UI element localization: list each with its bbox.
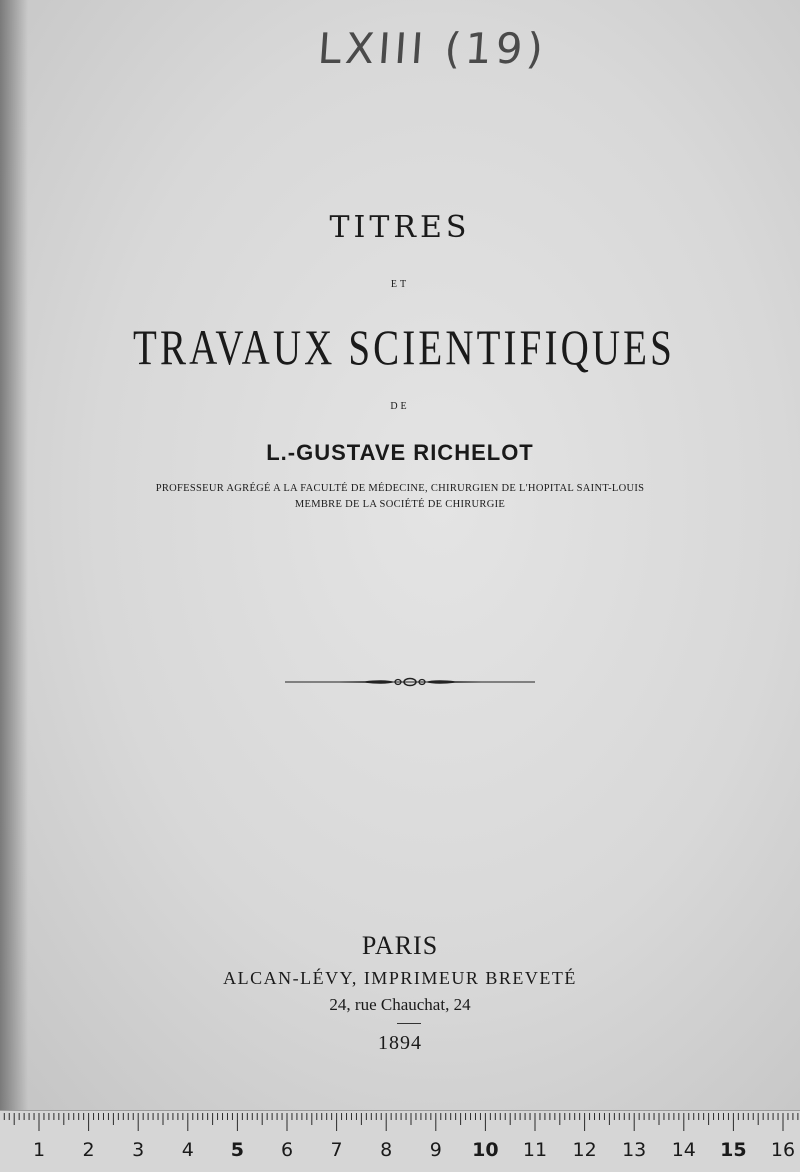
ruler-number: 6 (280, 1139, 294, 1161)
publisher-printer: ALCAN-LÉVY, IMPRIMEUR BREVETÉ (223, 968, 577, 988)
author-description-line-1: PROFESSEUR AGRÉGÉ A LA FACULTÉ DE MÉDECINE, CHIRURGIEN DE L'HOPITAL SAINT-LOUIS (155, 483, 645, 494)
handwritten-shelfmark: LXIII (19) (316, 24, 549, 73)
measurement-ruler (0, 1110, 800, 1172)
ruler-number: 10 (472, 1139, 499, 1161)
ruler-number: 7 (330, 1139, 343, 1161)
ruler-number: 11 (522, 1139, 548, 1161)
author-name: L.-GUSTAVE RICHELOT (266, 440, 534, 465)
conjunction-et: ET (390, 279, 410, 290)
title-titres: TITRES (329, 210, 471, 245)
publisher-rule (397, 1023, 421, 1024)
ruler-number: 13 (622, 1139, 647, 1161)
ruler-number: 16 (770, 1139, 796, 1161)
ruler-number: 1 (32, 1139, 46, 1161)
ruler-number: 3 (132, 1139, 145, 1161)
ruler-number: 14 (671, 1139, 696, 1161)
ornamental-rule (285, 674, 535, 690)
ruler-number: 8 (380, 1139, 393, 1161)
ruler-number: 4 (181, 1139, 194, 1161)
preposition-de: DE (390, 401, 410, 412)
publication-year: 1894 (378, 1032, 422, 1054)
ruler-number: 12 (572, 1139, 597, 1161)
ruler-number: 5 (230, 1139, 244, 1161)
ruler-number: 15 (720, 1139, 747, 1161)
publisher-city: PARIS (361, 931, 439, 960)
title-main: TRAVAUX SCIENTIFIQUES (133, 319, 675, 375)
ruler-number: 9 (429, 1139, 442, 1161)
ruler-number: 2 (82, 1139, 95, 1161)
publisher-address: 24, rue Chauchat, 24 (329, 995, 471, 1014)
author-description-line-2: MEMBRE DE LA SOCIÉTÉ DE CHIRURGIE (294, 499, 506, 510)
